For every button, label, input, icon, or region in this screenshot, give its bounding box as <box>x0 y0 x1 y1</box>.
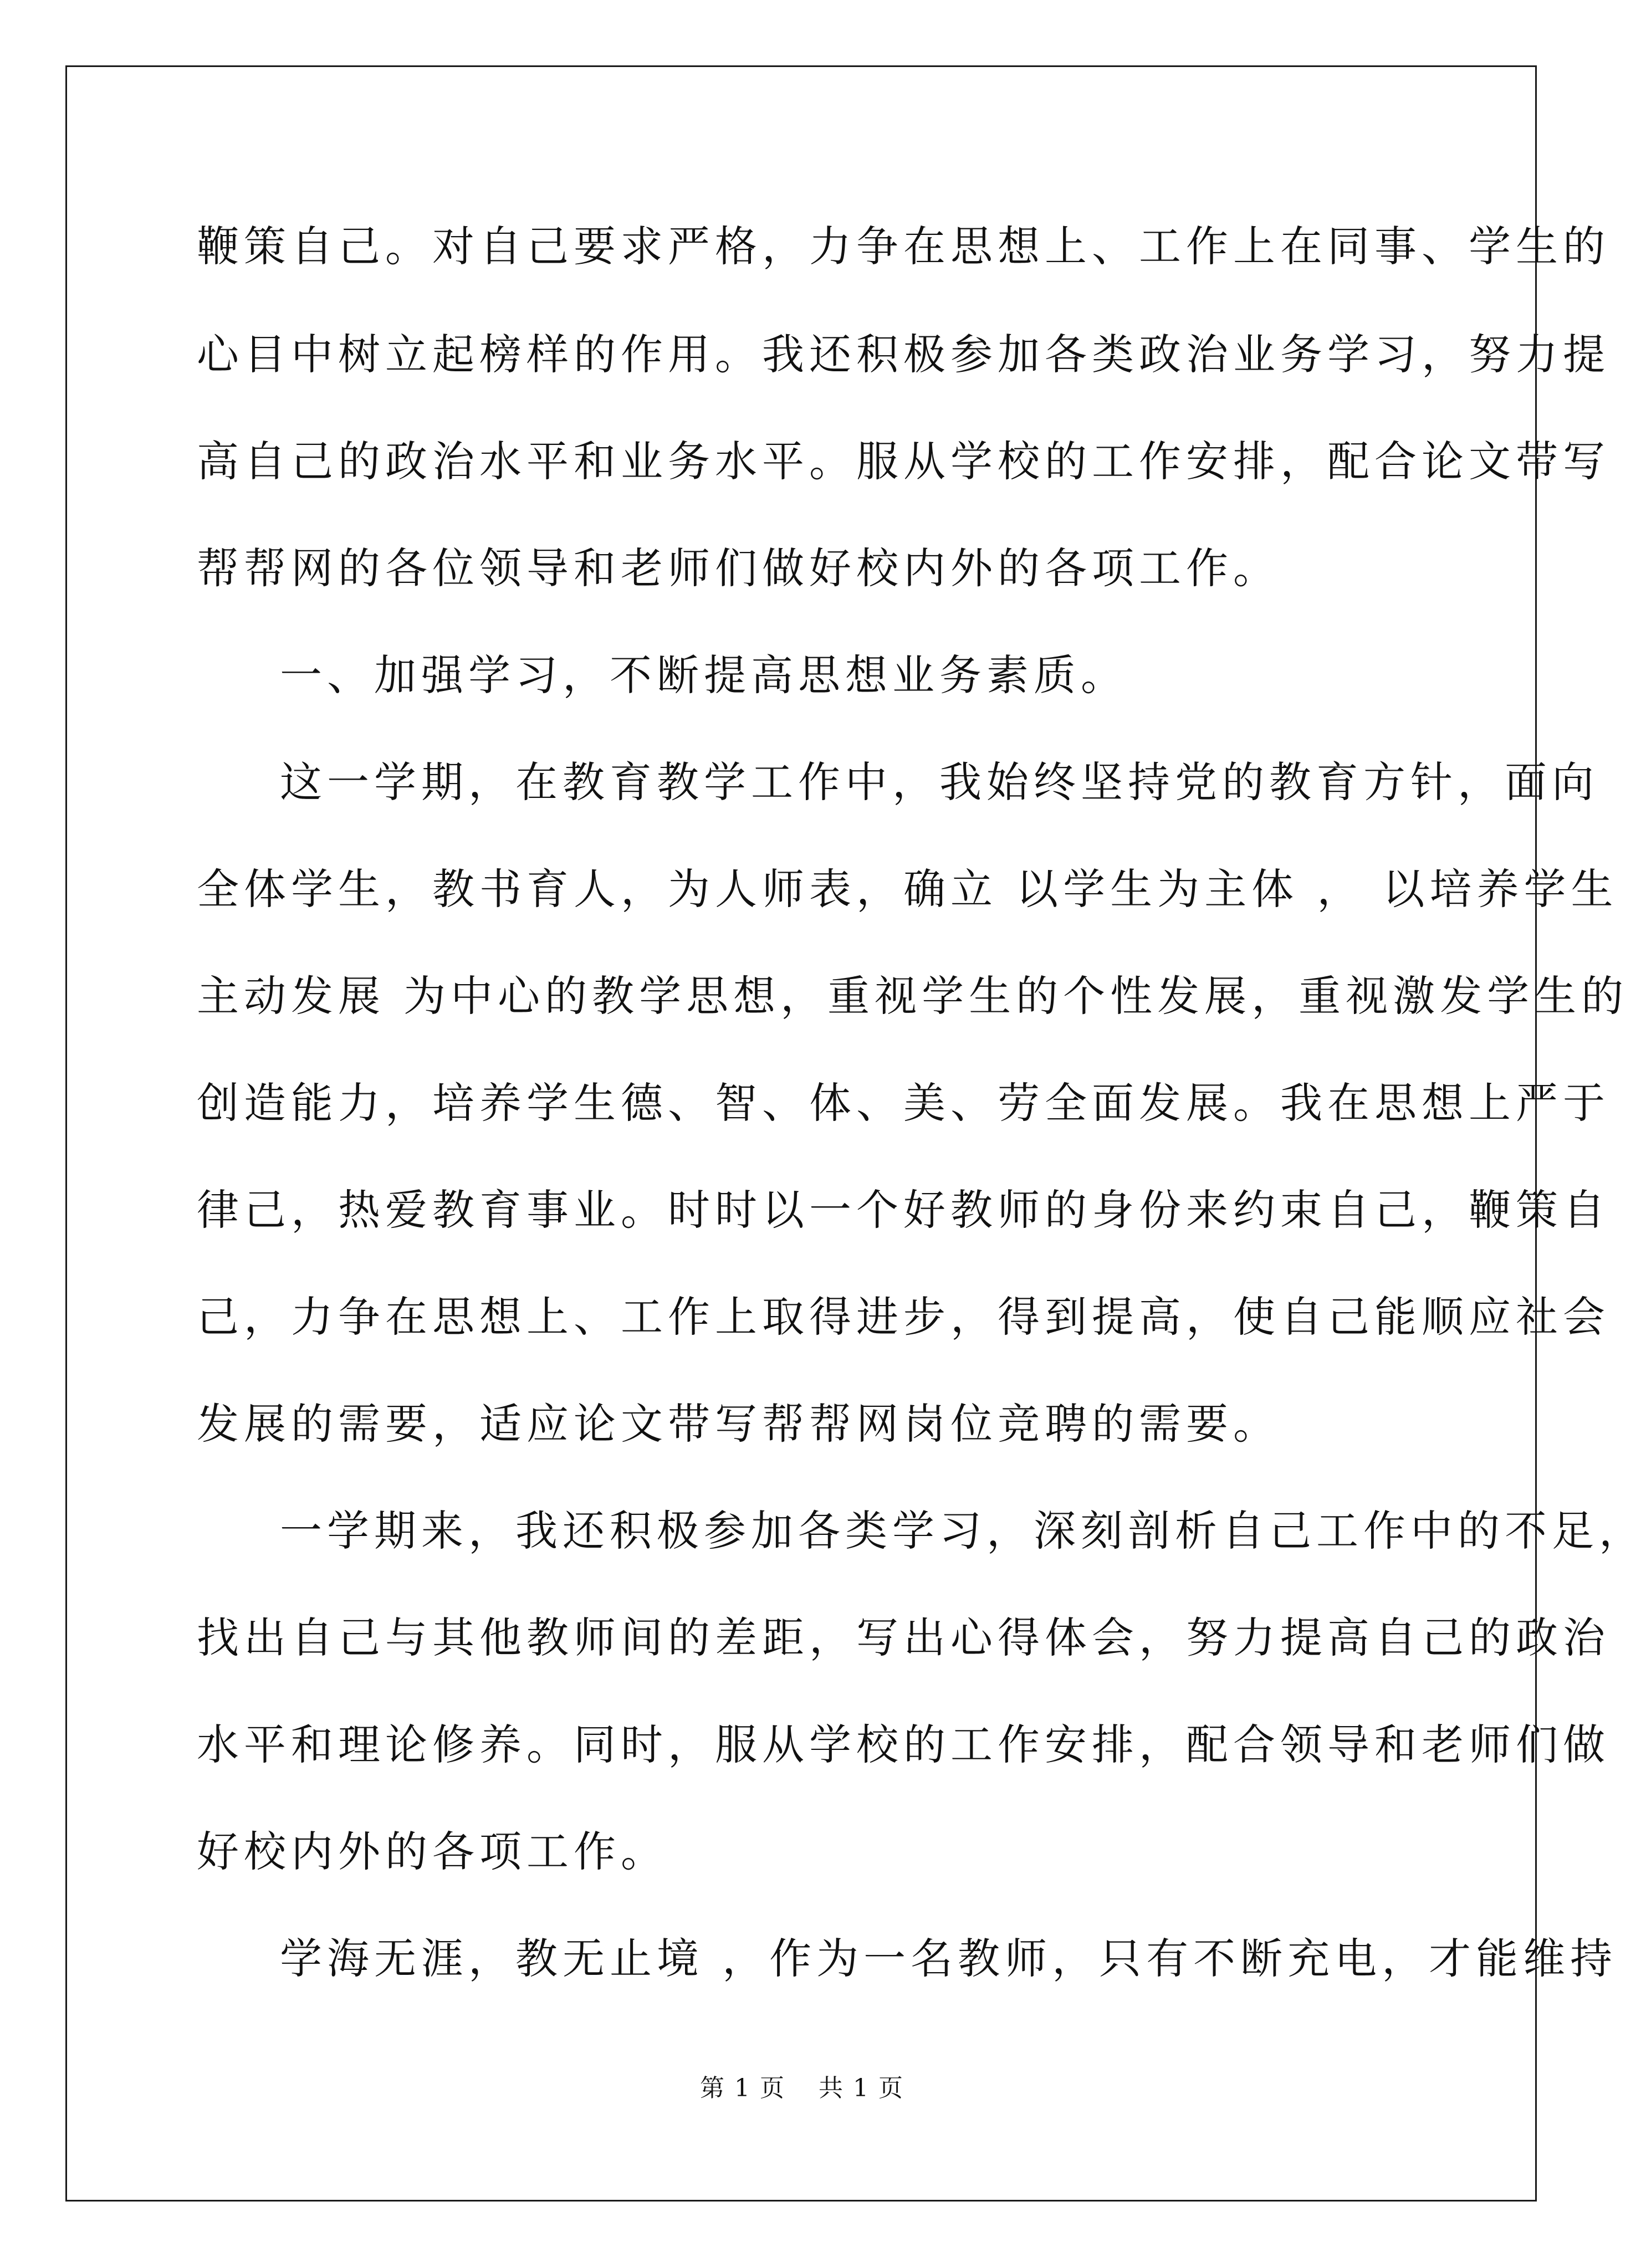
text-line: 全体学生，教书育人，为人师表，确立 以学生为主体 ， 以培养学生 <box>197 864 1618 914</box>
text-line: 己，力争在思想上、工作上取得进步，得到提高，使自己能顺应社会 <box>197 1292 1610 1342</box>
text-line: 创造能力，培养学生德、智、体、美、劳全面发展。我在思想上严于 <box>197 1078 1610 1128</box>
section-heading: 一、加强学习，不断提高思想业务素质。 <box>280 651 1128 700</box>
page-total: 共 1 页 <box>819 2074 904 2102</box>
text-line: 好校内外的各项工作。 <box>197 1827 668 1876</box>
text-line: 水平和理论修养。同时，服从学校的工作安排，配合领导和老师们做 <box>197 1720 1610 1769</box>
text-line: 心目中树立起榜样的作用。我还积极参加各类政治业务学习，努力提 <box>197 330 1610 379</box>
text-line: 律己，热爱教育事业。时时以一个好教师的身份来约束自己，鞭策自 <box>197 1185 1610 1235</box>
text-line: 这一学期，在教育教学工作中，我始终坚持党的教育方针，面向 <box>280 757 1599 807</box>
text-line: 学海无涯，教无止境 ，作为一名教师，只有不断充电，才能维持 <box>280 1934 1618 1983</box>
text-line: 帮帮网的各位领导和老师们做好校内外的各项工作。 <box>197 544 1280 593</box>
text-line: 一学期来，我还积极参加各类学习，深刻剖析自己工作中的不足， <box>280 1506 1646 1555</box>
text-line: 发展的需要，适应论文带写帮帮网岗位竞聘的需要。 <box>197 1399 1280 1448</box>
text-line: 鞭策自己。对自己要求严格，力争在思想上、工作上在同事、学生的 <box>197 222 1610 271</box>
page-number: 第 1 页 <box>700 2074 785 2102</box>
text-line: 主动发展 为中心的教学思想，重视学生的个性发展，重视激发学生的 <box>197 971 1629 1021</box>
page-footer <box>0 2069 1604 2108</box>
text-line: 找出自己与其他教师间的差距，写出心得体会，努力提高自己的政治 <box>197 1613 1610 1662</box>
text-line: 高自己的政治水平和业务水平。服从学校的工作安排，配合论文带写 <box>197 437 1610 486</box>
